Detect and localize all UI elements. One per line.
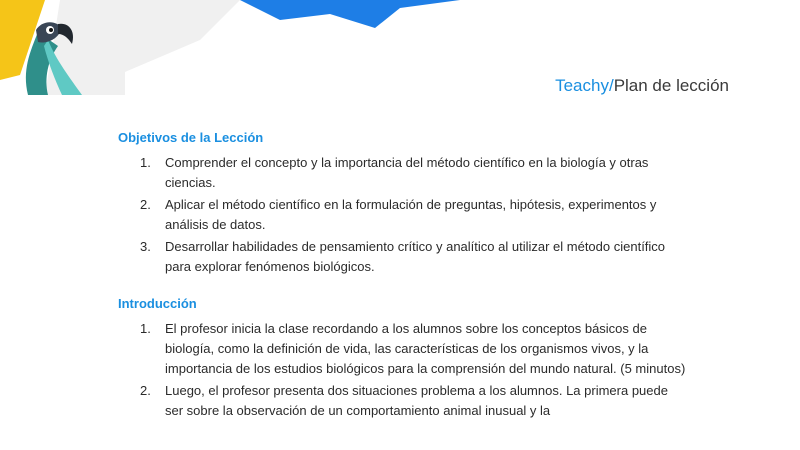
section-introduction: [118, 294, 688, 421]
gray-shape: [45, 0, 240, 95]
item-number: 3.: [140, 239, 151, 254]
item-number: 2.: [140, 383, 151, 398]
list-item: [118, 153, 688, 193]
doc-type: Plan de lección: [613, 76, 729, 95]
list-item: [118, 195, 688, 235]
lesson-content: [118, 128, 688, 423]
section-title: Objetivos de la Lección: [118, 130, 264, 145]
item-number: 1.: [140, 155, 151, 170]
item-text: Comprender el concepto y la importancia del método científico en la biología y otras ciencias.: [165, 155, 649, 190]
list-item: [118, 381, 688, 421]
item-number: 1.: [140, 321, 151, 336]
list-item: [118, 237, 688, 277]
item-number: 2.: [140, 197, 151, 212]
brand-name: Teachy/: [555, 76, 614, 95]
objectives-list: [118, 153, 688, 277]
brand-title: [555, 75, 729, 97]
introduction-list: [118, 319, 688, 421]
item-text: Luego, el profesor presenta dos situaciones problema a los alumnos. La primera puede ser sobre la observación de un comportamiento animal inusual y la: [165, 383, 668, 418]
item-text: Aplicar el método científico en la formulación de preguntas, hipótesis, experimentos y análisis de datos.: [165, 197, 657, 232]
item-text: El profesor inicia la clase recordando a los alumnos sobre los conceptos básicos de biología, como la definición de vida, las características de los organismos vivos, y la importancia de los estudios biológicos para la comprensión del mundo natural. (5 minutos): [165, 321, 686, 376]
blue-shape: [240, 0, 460, 28]
item-text: Desarrollar habilidades de pensamiento crítico y analítico al utilizar el método científico para explorar fenómenos biológicos.: [165, 239, 666, 274]
list-item: [118, 319, 688, 379]
section-title: Introducción: [118, 296, 197, 311]
section-objectives: [118, 128, 688, 277]
